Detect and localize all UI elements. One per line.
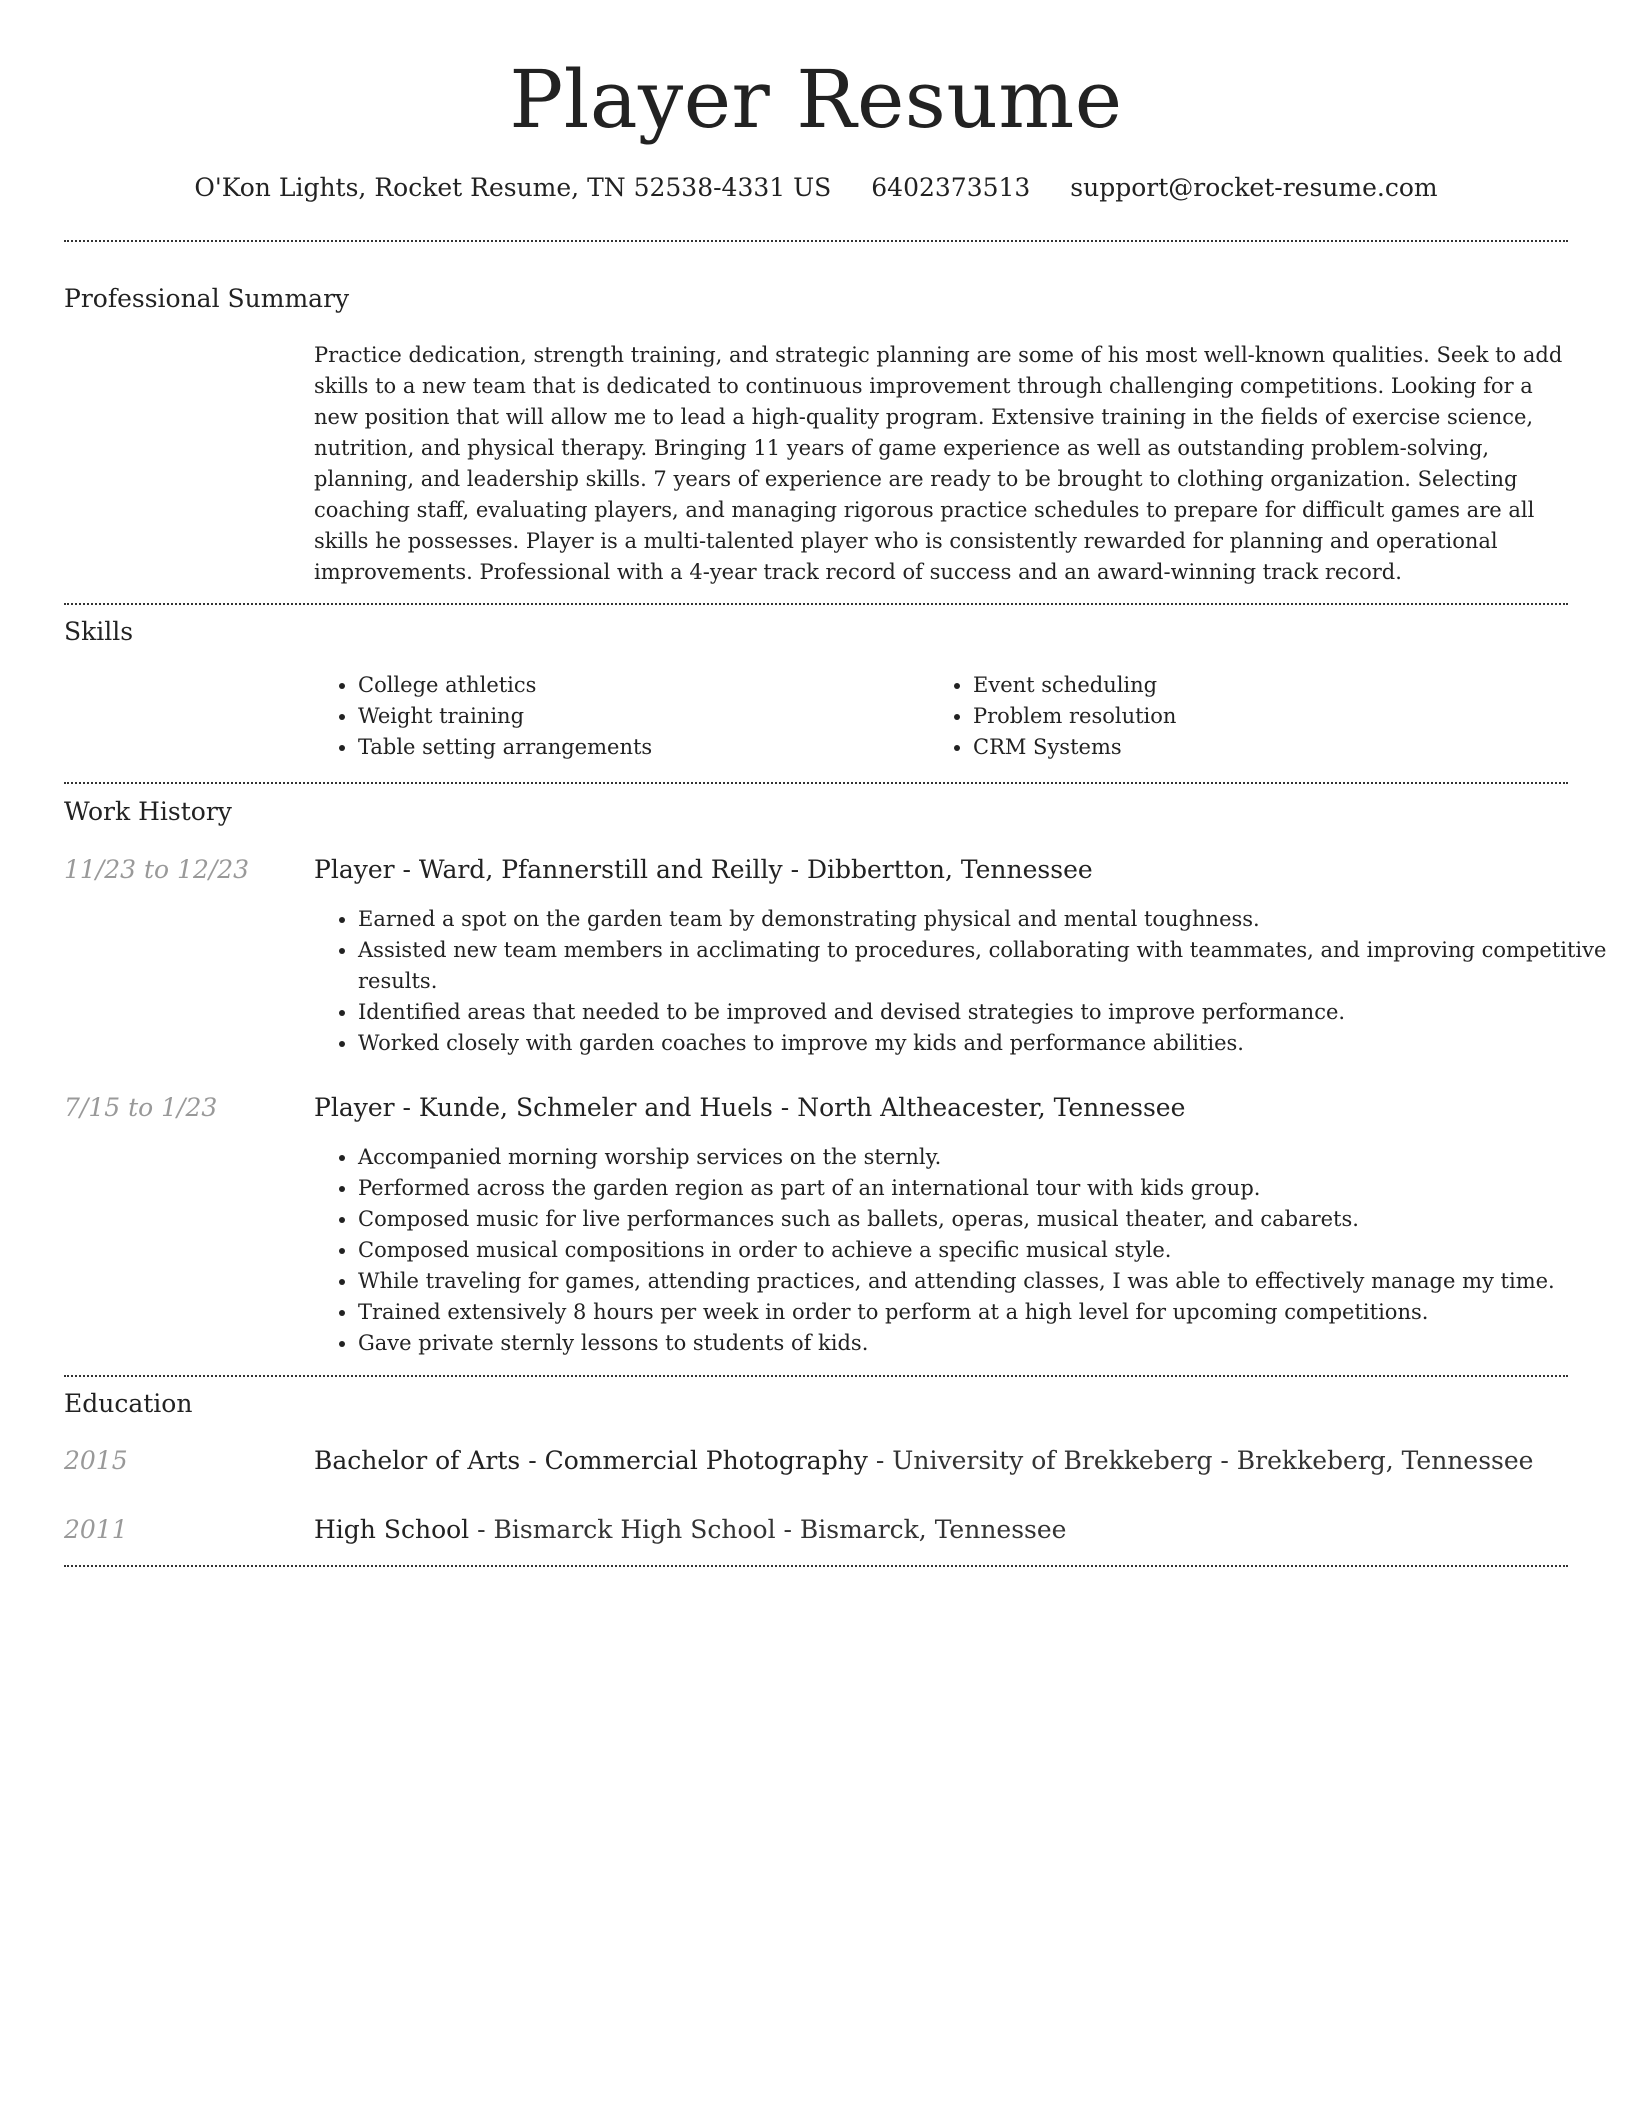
education-year: 2011 xyxy=(64,1515,128,1544)
education-degree: Bachelor of Arts - Commercial Photography xyxy=(314,1446,868,1475)
job-dates: 7/15 to 1/23 xyxy=(64,1093,218,1122)
job-bullet: • Earned a spot on the garden team by demonstrating physical and mental toughness. xyxy=(358,904,1612,935)
job-title: Player - Ward, Pfannerstill and Reilly - Dibbertton, Tennessee xyxy=(314,855,1093,884)
job-bullet: • Gave private sternly lessons to students of kids. xyxy=(358,1328,1612,1359)
job-bullet: • Accompanied morning worship services on the sternly. xyxy=(358,1142,1612,1173)
job-bullets xyxy=(314,1142,1612,1359)
education-degree: High School xyxy=(314,1515,470,1544)
skill-item: • Problem resolution xyxy=(973,701,1573,732)
divider xyxy=(64,1375,1568,1377)
summary-text: Practice dedication, strength training, and strategic planning are some of his most well-known qualities. Seek to add skills to a new team that is dedicated to continuous improvement through challenging competitions. Looking for a new position that will allow me to lead a high-quality program. Extensive training in the fields of exercise science, nutrition, and physical therapy. Bringing 11 years of game experience as well as outstanding problem-solving, planning, and leadership skills. 7 years of experience are ready to be brought to clothing organization. Selecting coaching staff, evaluating players, and managing rigorous practice schedules to prepare for difficult games are all skills he possesses. Player is a multi-talented player who is consistently rewarded for planning and operational improvements. Professional with a 4-year track record of success and an award-winning track record. xyxy=(314,343,1563,584)
resume-name: Player Resume xyxy=(509,53,1123,146)
divider xyxy=(64,603,1568,605)
education-school: - University of Brekkeberg - Brekkeberg, Tennessee xyxy=(867,1446,1534,1475)
section-title-work: Work History xyxy=(64,797,232,826)
divider xyxy=(64,782,1568,784)
job-bullets xyxy=(314,904,1612,1059)
job-title: Player - Kunde, Schmeler and Huels - North Altheacester, Tennessee xyxy=(314,1093,1186,1122)
skill-item: • Table setting arrangements xyxy=(358,732,918,763)
job-bullet: • Trained extensively 8 hours per week in order to perform at a high level for upcoming competitions. xyxy=(358,1297,1612,1328)
job-bullet: • Identified areas that needed to be improved and devised strategies to improve performance. xyxy=(358,997,1612,1028)
section-title-summary: Professional Summary xyxy=(64,284,350,313)
skills-list-left xyxy=(314,670,918,763)
job-bullet: • While traveling for games, attending practices, and attending classes, I was able to effectively manage my time. xyxy=(358,1266,1612,1297)
skill-item: • Weight training xyxy=(358,701,918,732)
skill-item: • College athletics xyxy=(358,670,918,701)
contact-phone: 6402373513 xyxy=(871,173,1031,202)
skill-item: • Event scheduling xyxy=(973,670,1573,701)
education-entry xyxy=(314,1513,1066,1547)
job-bullet: • Worked closely with garden coaches to improve my kids and performance abilities. xyxy=(358,1028,1612,1059)
skill-item: • CRM Systems xyxy=(973,732,1573,763)
job-bullet: • Performed across the garden region as part of an international tour with kids group. xyxy=(358,1173,1612,1204)
contact-line xyxy=(0,170,1632,206)
divider xyxy=(64,1565,1568,1567)
job-bullet: • Assisted new team members in acclimating to procedures, collaborating with teammates, and improving competitive results. xyxy=(358,935,1612,997)
section-title-skills: Skills xyxy=(64,617,134,646)
divider xyxy=(64,240,1568,242)
job-bullet: • Composed musical compositions in order to achieve a specific musical style. xyxy=(358,1235,1612,1266)
education-school: - Bismarck High School - Bismarck, Tennessee xyxy=(469,1515,1067,1544)
job-dates: 11/23 to 12/23 xyxy=(64,855,250,884)
section-title-education: Education xyxy=(64,1389,193,1418)
contact-email[interactable]: support@rocket-resume.com xyxy=(1070,173,1438,202)
skills-list-right xyxy=(929,670,1573,763)
education-entry xyxy=(314,1444,1533,1478)
education-year: 2015 xyxy=(64,1446,128,1475)
job-bullet: • Composed music for live performances such as ballets, operas, musical theater, and cabarets. xyxy=(358,1204,1612,1235)
contact-address: O'Kon Lights, Rocket Resume, TN 52538-4331 US xyxy=(194,173,832,202)
